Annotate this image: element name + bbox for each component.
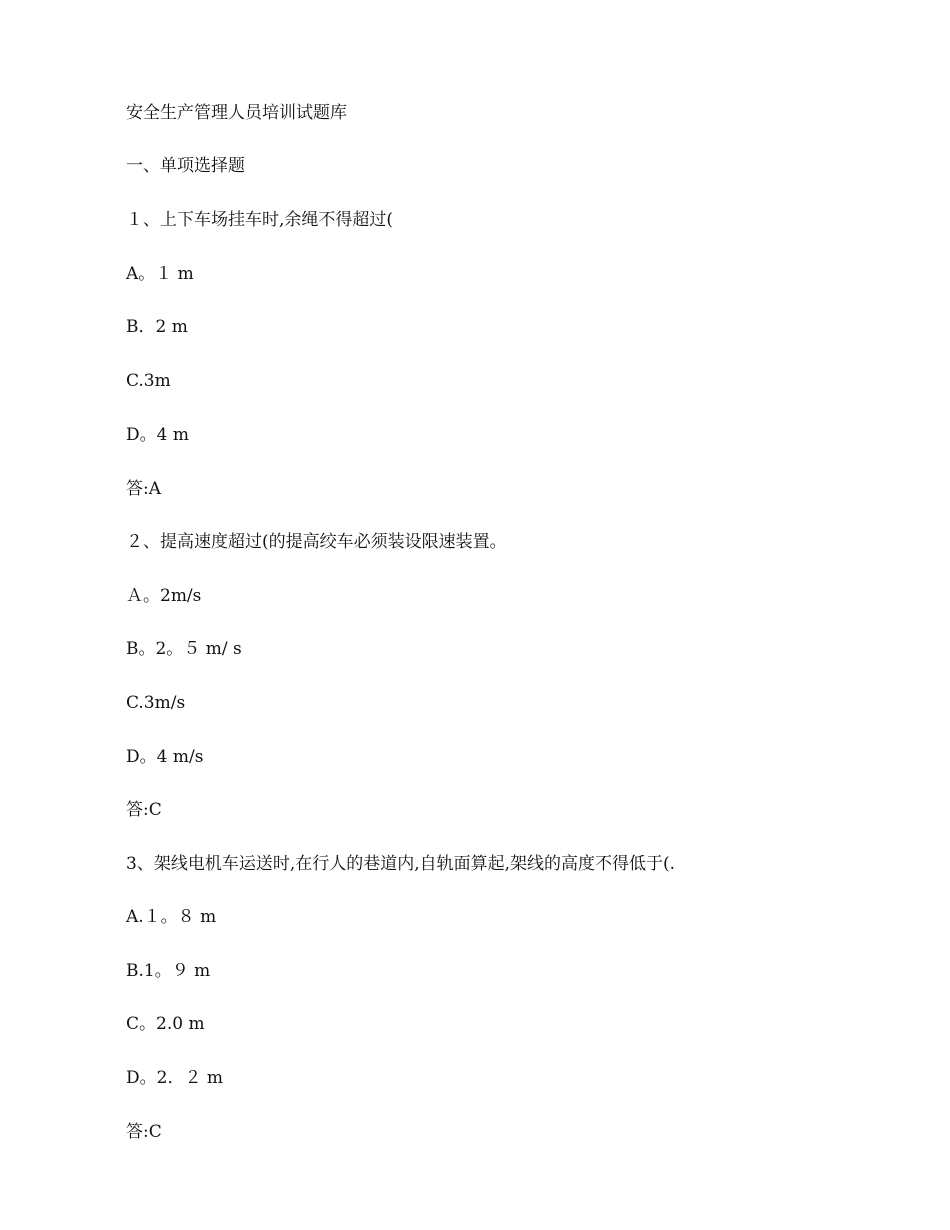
question-3-option-b: B.1。９ m [126,961,211,981]
question-2-option-d: D。4 m/s [126,747,204,767]
question-3-option-c: C。2.0 m [126,1014,205,1034]
question-1-option-a: A。１ m [126,264,194,284]
question-3: 3、架线电机车运送时,在行人的巷道内,自轨面算起,架线的高度不得低于(. [126,854,676,874]
question-3-option-d: D。2．２ m [126,1068,223,1088]
question-1-option-d: D。4 m [126,425,189,445]
question-2-option-b: B。2。５ m/ s [126,639,242,659]
document-title: 安全生产管理人员培训试题库 [126,103,347,123]
question-1-answer: 答:A [126,479,162,499]
question-1-option-b: B．2 m [126,317,188,337]
question-3-answer: 答:C [126,1122,162,1142]
question-3-option-a: A.１。８ m [126,907,217,927]
section-heading: 一、单项选择题 [126,156,245,176]
question-2-option-a: Ａ。2m/s [126,586,202,606]
question-1-option-c: C.3m [126,371,171,391]
question-2-answer: 答:C [126,800,162,820]
question-1: １、上下车场挂车时,余绳不得超过( [126,210,394,230]
question-2-option-c: C.3m/s [126,693,186,713]
question-2: ２、提高速度超过(的提高绞车必须装设限速装置。 [126,532,507,552]
